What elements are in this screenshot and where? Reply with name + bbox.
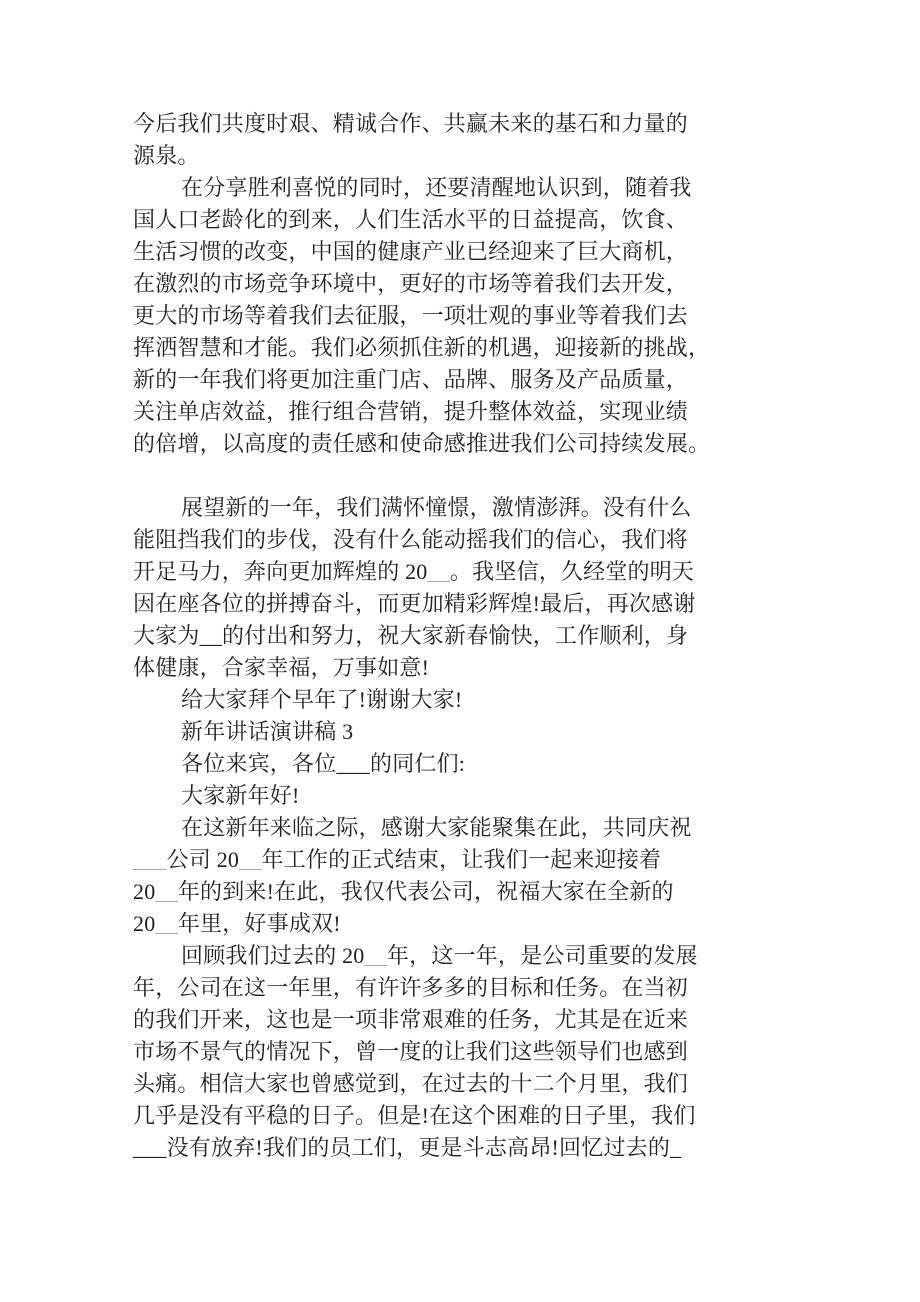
text-line <box>133 524 853 556</box>
text-run: 关注单店效益，推行组合营销，提升整体效益，实现业绩 <box>133 399 689 424</box>
text-line <box>133 684 853 716</box>
blank-placeholder: __ <box>239 847 262 872</box>
text-line <box>133 1068 853 1100</box>
text-line <box>133 1132 853 1164</box>
text-run: 的我们开来，这也是一项非常艰难的任务，尤其是在近来 <box>133 1007 689 1032</box>
text-run: 更大的市场等着我们去征服，一项壮观的事业等着我们去 <box>133 303 689 328</box>
text-run: ___没有放弃!我们的员工们，更是斗志高昂!回忆过去的_ <box>133 1135 682 1160</box>
text-line <box>133 908 853 940</box>
text-line <box>133 1100 853 1132</box>
text-run: 开足马力，奔向更加辉煌的 20 <box>133 559 428 584</box>
text-line <box>133 428 853 460</box>
text-run: 在这新年来临之际，感谢大家能聚集在此，共同庆祝 <box>181 815 692 840</box>
text-line <box>133 780 853 812</box>
text-run: 20 <box>133 911 156 936</box>
blank-placeholder: __ <box>155 879 178 904</box>
text-line <box>133 844 853 876</box>
blank-placeholder: __ <box>427 559 450 584</box>
text-line <box>133 812 853 844</box>
text-line <box>133 204 853 236</box>
text-run: 在激烈的市场竞争环境中，更好的市场等着我们去开发， <box>133 271 689 296</box>
blank-placeholder: __ <box>155 911 178 936</box>
text-run: 因在座各位的拼搏奋斗，而更加精彩辉煌!最后，再次感谢 <box>133 591 696 616</box>
blank-placeholder: __ <box>364 943 387 968</box>
text-run: 源泉。 <box>133 143 200 168</box>
text-line <box>133 332 853 364</box>
text-line <box>133 172 853 204</box>
text-line <box>133 556 853 588</box>
text-run: 在分享胜利喜悦的同时，还要清醒地认识到，随着我 <box>181 175 692 200</box>
text-line <box>133 108 853 140</box>
text-run: 年，公司在这一年里，有许许多多的目标和任务。在当初 <box>133 975 689 1000</box>
text-run: 几乎是没有平稳的日子。但是!在这个困难的日子里，我们 <box>133 1103 696 1128</box>
text-run: 展望新的一年，我们满怀憧憬，激情澎湃。没有什么 <box>181 495 692 520</box>
text-run: 年工作的正式结束，让我们一起来迎接着 <box>261 847 662 872</box>
text-line <box>133 492 853 524</box>
text-run: 公司 20 <box>166 847 240 872</box>
text-line <box>133 300 853 332</box>
text-run: 今后我们共度时艰、精诚合作、共赢未来的基石和力量的 <box>133 111 689 136</box>
text-run: 头痛。相信大家也曾感觉到，在过去的十二个月里，我们 <box>133 1071 689 1096</box>
text-run: 各位来宾，各位___的同仁们: <box>181 751 466 776</box>
text-line <box>133 236 853 268</box>
text-run: 20 <box>133 879 156 904</box>
text-run: 大家新年好! <box>181 783 300 808</box>
text-run: 生活习惯的改变，中国的健康产业已经迎来了巨大商机， <box>133 239 689 264</box>
blank-placeholder: ___ <box>133 847 167 872</box>
text-run: 回顾我们过去的 20 <box>181 943 365 968</box>
text-line <box>133 940 853 972</box>
text-line <box>133 364 853 396</box>
text-run: 大家为__的付出和努力，祝大家新春愉快，工作顺利，身 <box>133 623 689 648</box>
text-line <box>133 876 853 908</box>
text-line <box>133 140 853 172</box>
text-run: 能阻挡我们的步伐，没有什么能动摇我们的信心，我们将 <box>133 527 689 552</box>
text-line <box>133 652 853 684</box>
text-run: 挥洒智慧和才能。我们必须抓住新的机遇，迎接新的挑战， <box>133 335 711 360</box>
text-run: 年里，好事成双! <box>177 911 341 936</box>
text-line <box>133 716 853 748</box>
text-line <box>133 588 853 620</box>
text-run: 年的到来!在此，我仅代表公司，祝福大家在全新的 <box>177 879 674 904</box>
text-run: 。我坚信，久经堂的明天 <box>449 559 695 584</box>
text-line <box>133 972 853 1004</box>
text-run: 新的一年我们将更加注重门店、品牌、服务及产品质量， <box>133 367 689 392</box>
text-line <box>133 620 853 652</box>
text-run: 新年讲话演讲稿 3 <box>181 719 354 744</box>
text-line <box>133 268 853 300</box>
text-run: 年，这一年，是公司重要的发展 <box>386 943 698 968</box>
text-run: 体健康，合家幸福，万事如意! <box>133 655 430 680</box>
blank-line <box>133 460 853 492</box>
text-line <box>133 748 853 780</box>
text-run: 的倍增，以高度的责任感和使命感推进我们公司持续发展。 <box>133 431 711 456</box>
text-run: 给大家拜个早年了!谢谢大家! <box>181 687 463 712</box>
text-run: 市场不景气的情况下，曾一度的让我们这些领导们也感到 <box>133 1039 689 1064</box>
text-line <box>133 1004 853 1036</box>
text-run: 国人口老龄化的到来，人们生活水平的日益提高，饮食、 <box>133 207 689 232</box>
text-line <box>133 1036 853 1068</box>
text-line <box>133 396 853 428</box>
document-body <box>133 108 853 1164</box>
